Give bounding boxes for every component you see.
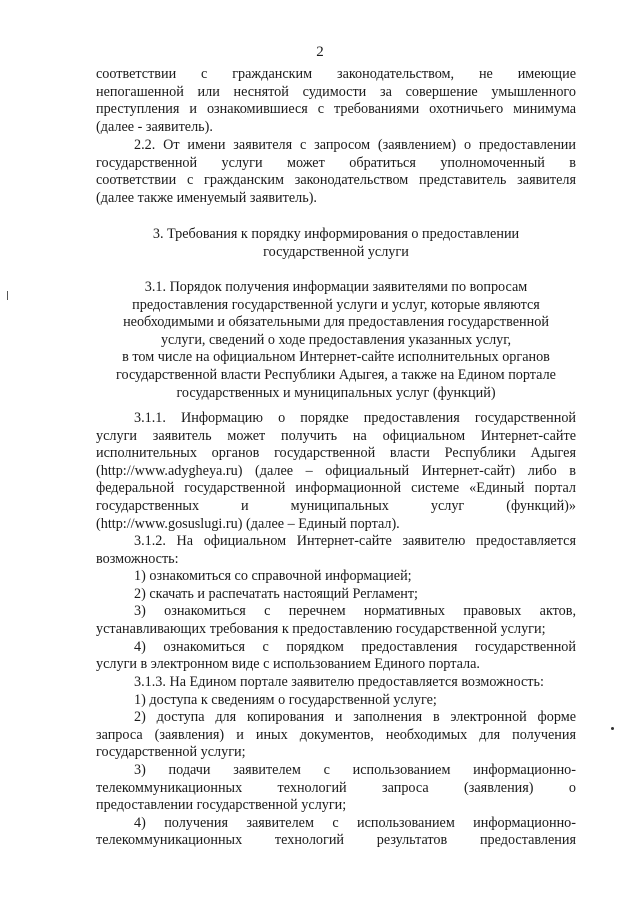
text-line: федеральной государственной информационной системе «Единый портал: [96, 480, 576, 497]
text-line: устанавливающих требования к предоставлению государственной услуги;: [96, 620, 546, 637]
paragraph-3-1-1: [96, 410, 576, 533]
section-3-heading: [96, 226, 576, 261]
paragraph-applicant-definition: [96, 66, 576, 136]
text-line: 3.1.2. На официальном Интернет-сайте заявителю предоставляется: [134, 533, 576, 549]
text-line: преступления и ознакомившиеся с требованиями охотничьего минимума: [96, 101, 576, 118]
text-line: услуги заявитель может получить на официальном Интернет-сайте: [96, 427, 576, 444]
heading-line: государственной услуги: [263, 243, 409, 260]
text-line: соответствии с гражданским законодательством представитель заявителя: [96, 172, 576, 189]
text-line: государственной услуги;: [96, 744, 246, 761]
text-line: возможность:: [96, 550, 179, 567]
paragraph-3-1-2: [96, 533, 576, 674]
text-line: телекоммуникационных технологий запроса (заявления) о: [96, 779, 576, 796]
text-line: 3.1.1. Информацию о порядке предоставления государственной: [134, 410, 576, 426]
text-line: непогашенной или неснятой судимости за совершение умышленного: [96, 83, 576, 100]
heading-line: предоставления государственной услуги и услуг, которые являются: [132, 296, 540, 313]
text-line: (далее также именуемый заявитель).: [96, 189, 317, 206]
list-item: 2) скачать и распечатать настоящий Регламент;: [134, 585, 418, 602]
text-line: запроса (заявления) и иных документов, необходимых для получения: [96, 726, 576, 743]
subsection-3-1-heading: [90, 279, 582, 402]
scan-dot: [611, 727, 614, 730]
list-item: 1) ознакомиться со справочной информацией;: [134, 568, 412, 585]
text-line: государственных и муниципальных услуг (функций)»: [96, 497, 576, 514]
scan-mark: [7, 291, 8, 300]
text-line: (далее - заявитель).: [96, 118, 213, 135]
list-item: 2) доступа для копирования и заполнения в электронной форме: [134, 709, 576, 726]
list-item: 4) ознакомиться с порядком предоставления государственной: [134, 638, 576, 655]
list-item: 3) подачи заявителем с использованием информационно-: [134, 761, 576, 778]
text-line: 3.1.3. На Едином портале заявителю предоставляется возможность:: [134, 674, 544, 690]
heading-line: государственных и муниципальных услуг (функций): [176, 384, 496, 401]
text-line: исполнительных органов государственной власти Республики Адыгея: [96, 445, 576, 462]
paragraph-2-2: [96, 137, 576, 207]
text-line: государственной услуги может обратиться уполномоченный в: [96, 154, 576, 171]
text-line: телекоммуникационных технологий результатов предоставления: [96, 832, 576, 849]
text-line: соответствии с гражданским законодательством, не имеющие: [96, 66, 576, 82]
heading-line: 3.1. Порядок получения информации заявителями по вопросам: [144, 279, 528, 295]
heading-line: государственной власти Республики Адыгея, а также на Едином портале: [116, 366, 556, 383]
paragraph-3-1-3: [96, 674, 576, 850]
text-line: услуги в электронном виде с использованием Единого портала.: [96, 656, 480, 673]
heading-line: в том числе на официальном Интернет-сайте исполнительных органов: [122, 349, 550, 366]
list-item: 1) доступа к сведениям о государственной услуге;: [134, 691, 437, 708]
text-line: (http://www.adygheya.ru) (далее – официальный Интернет-сайт) либо в: [96, 462, 576, 479]
list-item: 4) получения заявителем с использованием информационно-: [134, 814, 576, 831]
text-line: 2.2. От имени заявителя с запросом (заявлением) о предоставлении: [134, 137, 576, 153]
heading-line: услуги, сведений о ходе предоставления указанных услуг,: [160, 331, 512, 348]
heading-line: 3. Требования к порядку информирования о предоставлении: [152, 226, 520, 242]
heading-line: необходимыми и обязательными для предоставления государственной: [123, 314, 549, 331]
list-item: 3) ознакомиться с перечнем нормативных правовых актов,: [134, 603, 576, 620]
text-line: (http://www.gosuslugi.ru) (далее – Единый портал).: [96, 515, 400, 532]
page-number: 2: [316, 44, 324, 60]
text-line: предоставлении государственной услуги;: [96, 797, 347, 814]
